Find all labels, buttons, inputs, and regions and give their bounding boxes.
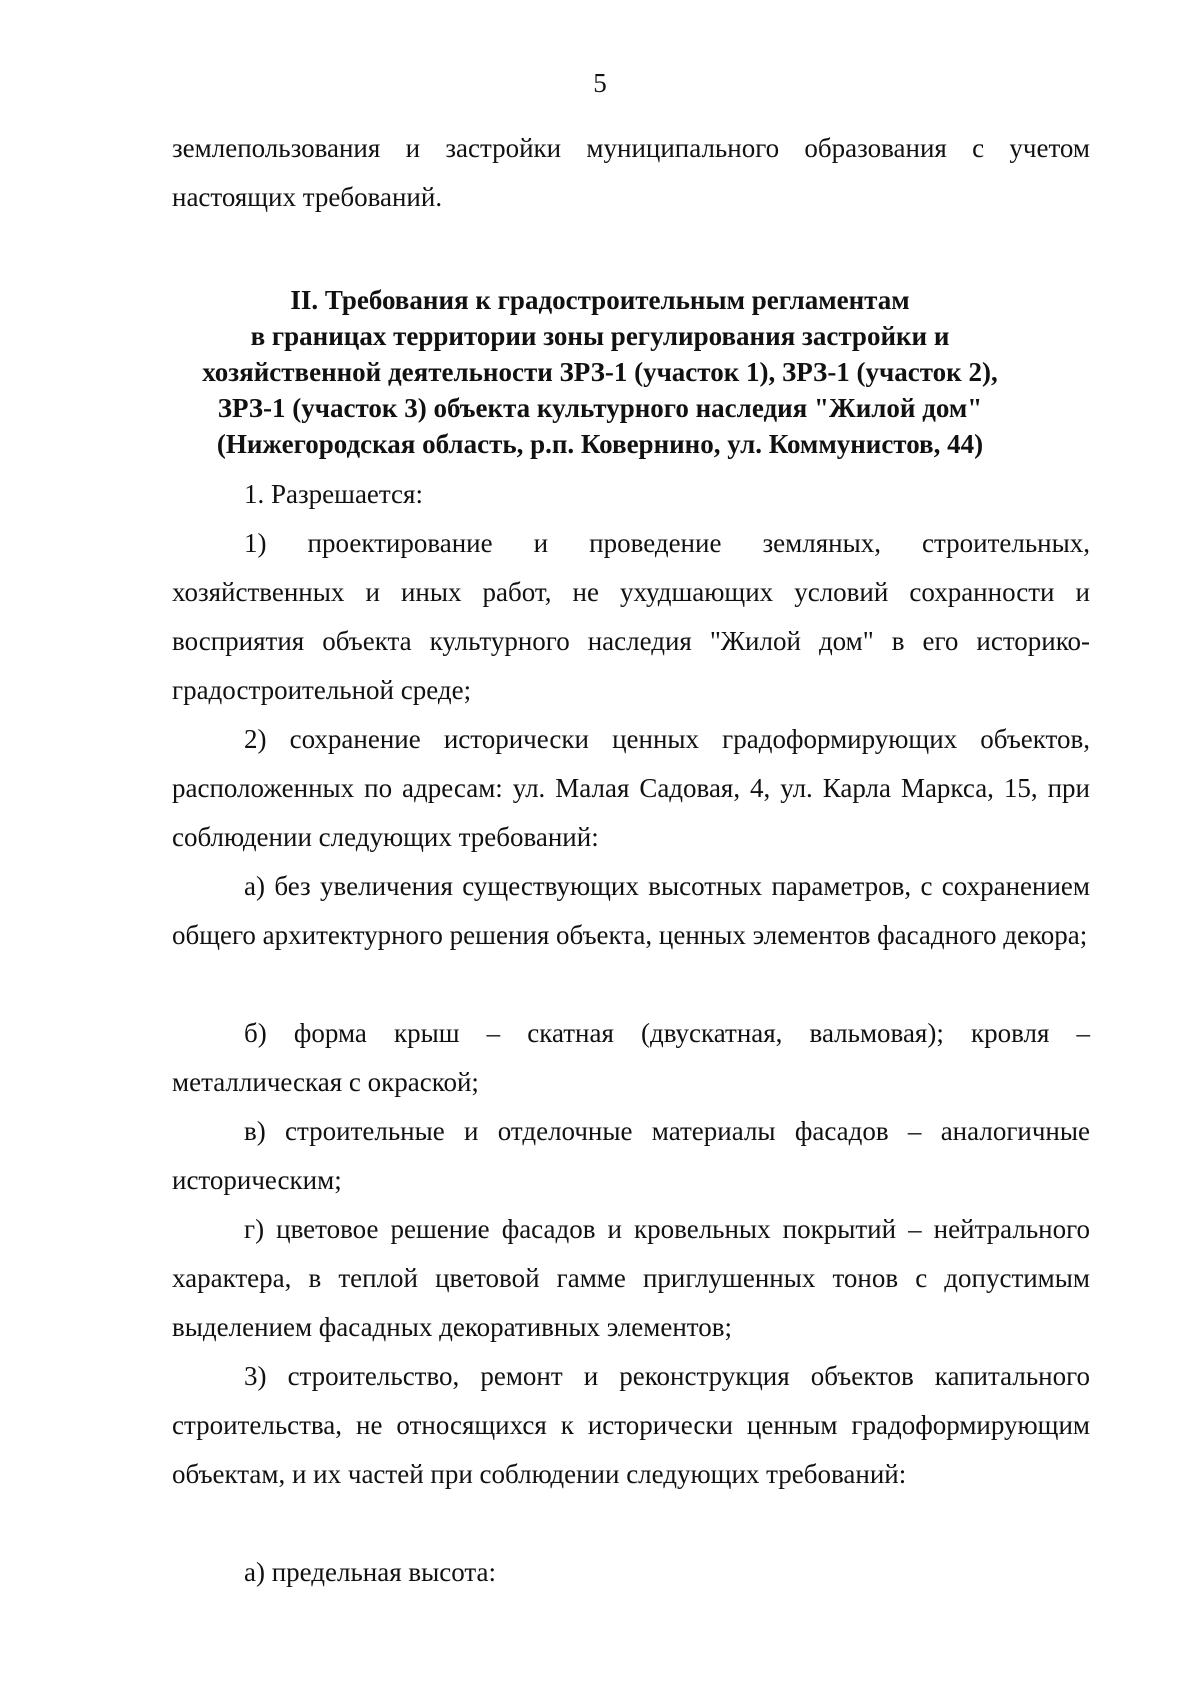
heading-line-4: ЗРЗ-1 (участок 3) объекта культурного наследия "Жилой дом" bbox=[217, 393, 983, 423]
heading-line-1: II. Требования к градостроительным регламентам bbox=[290, 285, 910, 315]
item-1-2-preservation: 2) сохранение исторически ценных градоформирующих объектов, расположенных по адресам: ул. Малая Садовая, 4, ул. Карла Маркса, 15, при соблюдении следующих требований: bbox=[172, 724, 1090, 852]
item-1-2-b-roof: б) форма крыш – скатная (двускатная, вальмовая); кровля – металлическая с окраской; bbox=[172, 1018, 1090, 1097]
heading-line-5: (Нижегородская область, р.п. Ковернино, ул. Коммунистов, 44) bbox=[216, 429, 984, 459]
item-1-2-v-materials: в) строительные и отделочные материалы фасадов – аналогичные историческим; bbox=[172, 1116, 1090, 1195]
page-number: 5 bbox=[593, 68, 607, 98]
item-1-2-a-height: а) без увеличения существующих высотных параметров, с сохранением общего архитектурного решения объекта, ценных элементов фасадного декора; bbox=[172, 871, 1090, 950]
item-1-permitted: 1. Разрешается: bbox=[244, 479, 423, 509]
continuation-paragraph: землепользования и застройки муниципального образования с учетом настоящих требований. bbox=[172, 133, 1090, 212]
item-1-3-construction: 3) строительство, ремонт и реконструкция объектов капитального строительства, не относящихся к исторически ценным градоформирующим объектам, и их частей при соблюдении следующих требований: bbox=[172, 1361, 1090, 1489]
item-1-1-design-works: 1) проектирование и проведение земляных, строительных, хозяйственных и иных работ, не ухудшающих условий сохранности и восприятия объекта культурного наследия "Жилой дом" в его историко-градостроительной среде; bbox=[172, 528, 1090, 705]
heading-line-3: хозяйственной деятельности ЗРЗ-1 (участок 1), ЗРЗ-1 (участок 2), bbox=[202, 357, 998, 387]
item-1-2-g-color: г) цветовое решение фасадов и кровельных покрытий – нейтрального характера, в теплой цветовой гамме приглушенных тонов с допустимым выделением фасадных декоративных элементов; bbox=[172, 1214, 1090, 1342]
section-heading bbox=[150, 282, 1050, 462]
item-1-3-a-max-height: а) предельная высота: bbox=[244, 1557, 497, 1587]
heading-line-2: в границах территории зоны регулирования застройки и bbox=[250, 321, 950, 351]
